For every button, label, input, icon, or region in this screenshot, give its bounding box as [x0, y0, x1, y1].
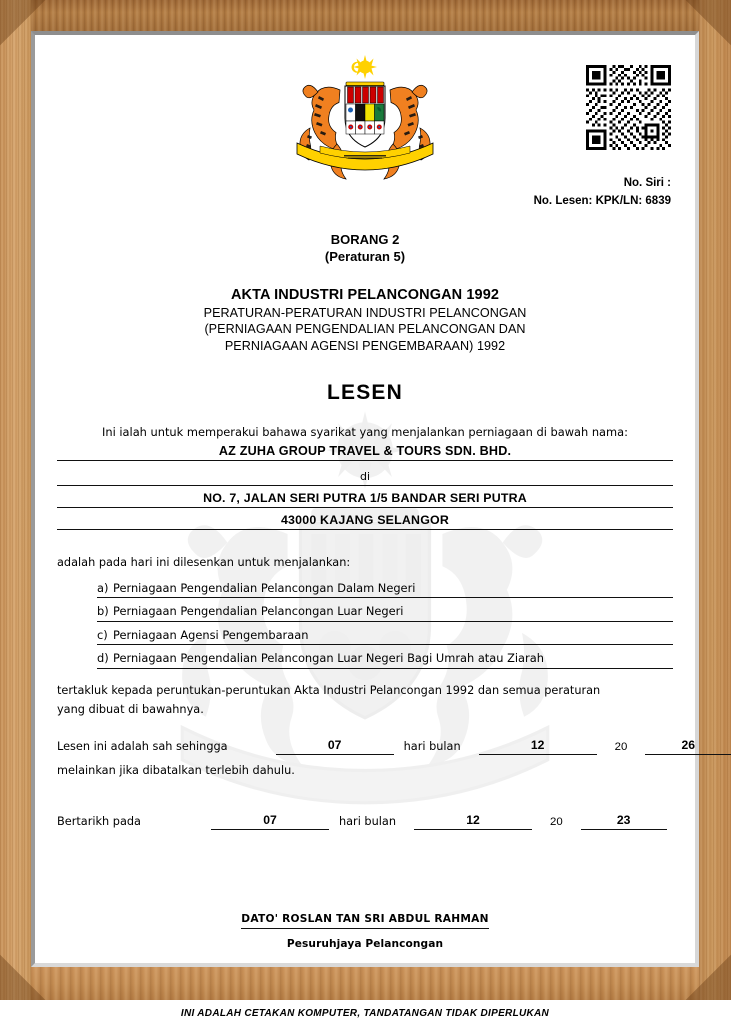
issue-century-label: 20 [549, 815, 563, 828]
issue-month-label: hari bulan [338, 814, 396, 828]
serial-block [35, 175, 695, 211]
signature-block [57, 912, 673, 950]
validity-month-field: 12 [479, 738, 597, 755]
subject-clause-line-1: tertakluk kepada peruntukan-peruntukan Akta Industri Pelancongan 1992 dan semua peraturan [57, 683, 601, 697]
validity-month-label: hari bulan [403, 739, 461, 753]
list-item-marker: d) [97, 651, 109, 666]
list-item [97, 650, 673, 669]
frame-edge-right [699, 0, 731, 1000]
act-title: AKTA INDUSTRI PELANCONGAN 1992 [230, 286, 500, 303]
authorization-lead: adalah pada hari ini dilesenkan untuk menjalankan: [57, 555, 351, 569]
list-item [97, 627, 673, 646]
form-number: BORANG 2 [330, 231, 400, 247]
list-item-marker: a) [97, 580, 109, 595]
at-label: di [57, 470, 673, 486]
validity-year-field: 26 [645, 738, 731, 755]
validity-tail: melainkan jika dibatalkan terlebih dahulu. [57, 763, 295, 777]
subject-clause-line-2: yang dibuat di bawahnya. [57, 703, 204, 717]
issue-month-field: 12 [414, 813, 532, 830]
validity-century-label: 20 [614, 740, 628, 753]
certification-intro: Ini ialah untuk memperakui bahawa syarikat yang menjalankan perniagaan di bawah nama: [102, 424, 628, 439]
frame-edge-left [0, 0, 31, 1000]
qr-code [586, 65, 671, 150]
act-subtitle-line-1: PERATURAN-PERATURAN INDUSTRI PELANCONGAN [203, 305, 527, 320]
license-number: No. Lesen: KPK/LN: 6839 [533, 194, 671, 207]
list-item [97, 603, 673, 622]
validity-day-field: 07 [276, 738, 394, 755]
list-item-label: Perniagaan Pengendalian Pelancongan Luar Negeri [113, 604, 404, 619]
validity-date-row [57, 737, 696, 755]
address-line-1: NO. 7, JALAN SERI PUTRA 1/5 BANDAR SERI PUTRA [57, 491, 673, 508]
act-subtitle-line-2: (PERNIAGAAN PENGENDALIAN PELANCONGAN DAN [204, 322, 526, 337]
issue-date-row [57, 813, 673, 830]
malaysia-coat-of-arms-icon [290, 54, 440, 164]
document-body [35, 425, 695, 1019]
page-title: LESEN [326, 380, 403, 404]
subject-clause [57, 681, 673, 720]
address-line-2: 43000 KAJANG SELANGOR [57, 513, 673, 530]
list-item-label: Perniagaan Pengendalian Pelancongan Dalam Negeri [113, 580, 416, 595]
document-header [35, 35, 695, 147]
list-item [97, 580, 673, 599]
form-number-block [35, 231, 695, 266]
issue-year-field: 23 [581, 813, 667, 830]
issue-day-field: 07 [211, 813, 329, 830]
computer-print-disclaimer: INI ADALAH CETAKAN KOMPUTER, TANDATANGAN TIDAK DIPERLUKAN [180, 1007, 550, 1019]
issue-date-label: Bertarikh pada [57, 814, 141, 828]
regulation-reference: (Peraturan 5) [324, 249, 406, 265]
signatory-name: DATO' ROSLAN TAN SRI ABDUL RAHMAN [241, 913, 488, 929]
frame-edge-top [0, 0, 731, 31]
list-item-label: Perniagaan Agensi Pengembaraan [113, 627, 309, 642]
list-item-marker: c) [97, 627, 108, 642]
list-item-marker: b) [97, 604, 109, 619]
company-name-field: AZ ZUHA GROUP TRAVEL & TOURS SDN. BHD. [57, 444, 673, 461]
authorized-activities-list [57, 580, 673, 669]
act-title-block [35, 286, 695, 355]
validity-label: Lesen ini adalah sah sehingga [57, 739, 228, 753]
signatory-role: Pesuruhjaya Pelancongan [286, 937, 444, 950]
serial-number-label: No. Siri : [623, 177, 671, 189]
act-subtitle-line-3: PERNIAGAAN AGENSI PENGEMBARAAN) 1992 [224, 339, 506, 354]
list-item-label: Perniagaan Pengendalian Pelancongan Luar Negeri Bagi Umrah atau Ziarah [113, 651, 544, 666]
license-document [35, 35, 696, 1019]
